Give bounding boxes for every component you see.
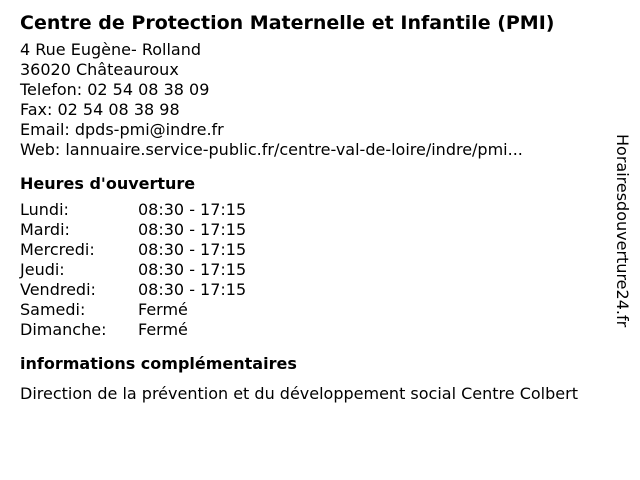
day-label: Lundi:: [20, 200, 69, 219]
hours-row-friday: [20, 280, 620, 300]
hours-row-saturday: [20, 300, 620, 320]
city-postal: 36020 Châteauroux: [20, 60, 179, 79]
day-label: Samedi:: [20, 300, 86, 319]
website-url: Web: lannuaire.service-public.fr/centre-val-de-loire/indre/pmi...: [20, 140, 523, 159]
time-range: Fermé: [138, 320, 188, 339]
time-range: 08:30 - 17:15: [138, 200, 247, 219]
fax-number: Fax: 02 54 08 38 98: [20, 100, 180, 119]
phone-number: Telefon: 02 54 08 38 09: [20, 80, 210, 99]
additional-info-heading: informations complémentaires: [20, 354, 297, 373]
hours-row-tuesday: [20, 220, 620, 240]
time-range: Fermé: [138, 300, 188, 319]
hours-row-sunday: [20, 320, 620, 340]
time-range: 08:30 - 17:15: [138, 220, 247, 239]
opening-hours-list: [20, 200, 620, 340]
time-range: 08:30 - 17:15: [138, 240, 247, 259]
page-title: Centre de Protection Maternelle et Infantile (PMI): [20, 12, 555, 34]
hours-row-thursday: [20, 260, 620, 280]
pmi-info-card: [20, 10, 620, 404]
day-label: Jeudi:: [20, 260, 65, 279]
time-range: 08:30 - 17:15: [138, 260, 247, 279]
day-label: Mardi:: [20, 220, 70, 239]
time-range: 08:30 - 17:15: [138, 280, 247, 299]
opening-hours-heading: Heures d'ouverture: [20, 174, 196, 193]
email-address: Email: dpds-pmi@indre.fr: [20, 120, 224, 139]
additional-info-text: Direction de la prévention et du développement social Centre Colbert: [20, 384, 578, 403]
hours-row-monday: [20, 200, 620, 220]
day-label: Mercredi:: [20, 240, 95, 259]
day-label: Vendredi:: [20, 280, 96, 299]
address-block: [20, 40, 620, 160]
site-watermark: Horairesdouverture24.fr: [613, 134, 632, 328]
hours-row-wednesday: [20, 240, 620, 260]
street-address: 4 Rue Eugène- Rolland: [20, 40, 202, 59]
day-label: Dimanche:: [20, 320, 107, 339]
